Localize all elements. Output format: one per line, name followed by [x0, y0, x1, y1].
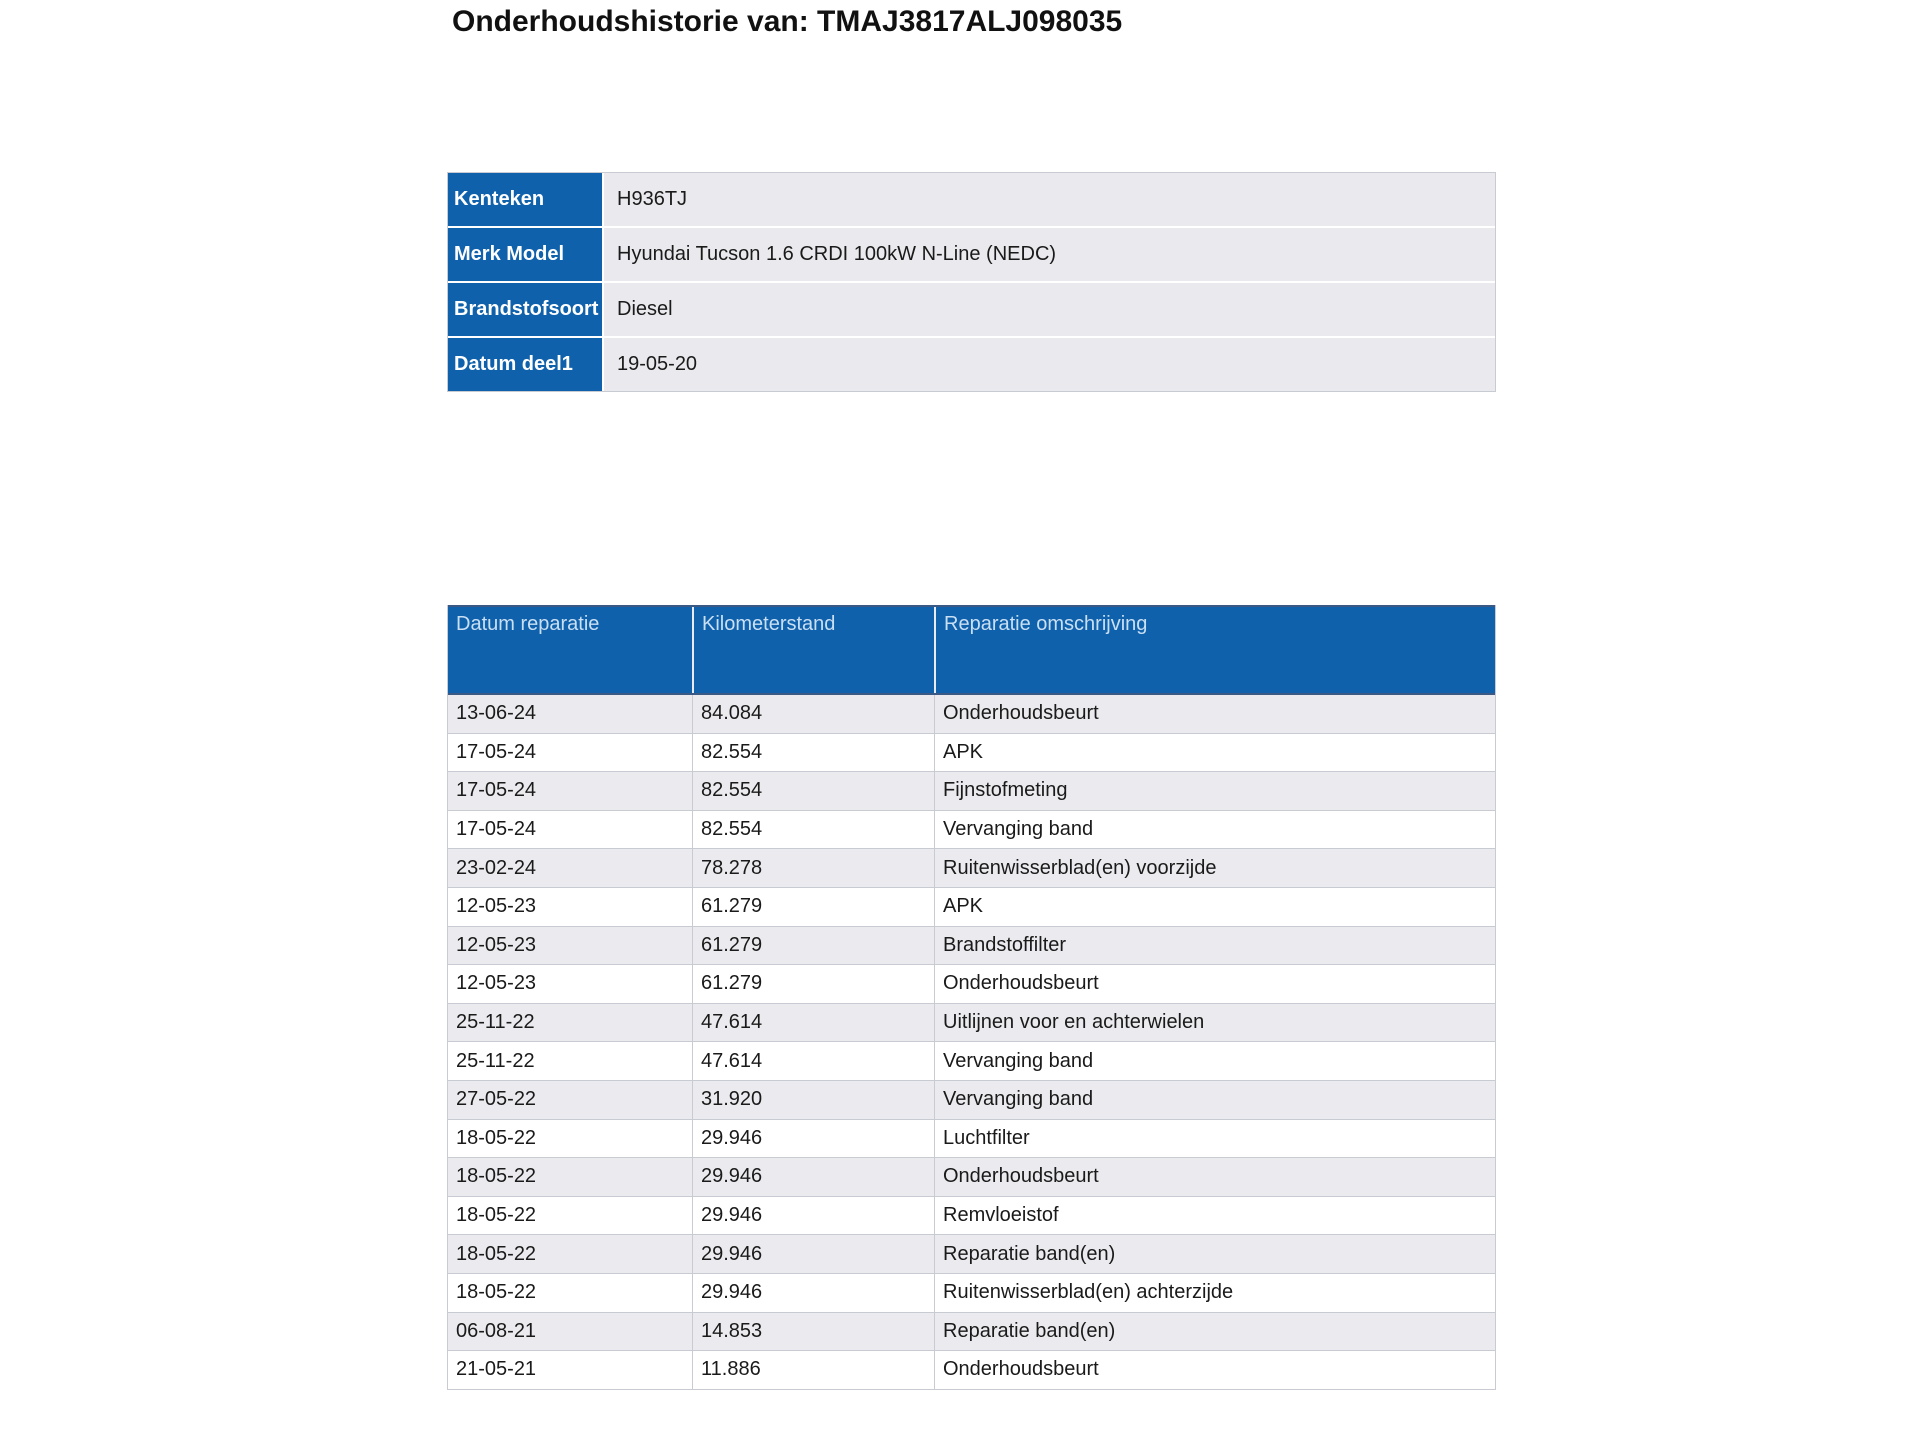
info-row-value: Hyundai Tucson 1.6 CRDI 100kW N-Line (NEDC)	[602, 228, 1495, 281]
table-row	[448, 1235, 1495, 1274]
cell-repair-date: 18-05-22	[456, 1126, 537, 1149]
cell-repair-description: Remvloeistof	[934, 1197, 1495, 1235]
cell-repair-date: 17-05-24	[456, 740, 537, 763]
cell-repair-date: 17-05-24	[456, 779, 537, 802]
table-row	[448, 226, 1495, 281]
cell-repair-date: 13-06-24	[456, 702, 537, 725]
table-row	[448, 1120, 1495, 1159]
cell-odometer: 47.614	[692, 1042, 934, 1080]
cell-odometer: 82.554	[692, 772, 934, 810]
cell-repair-date: 12-05-23	[456, 972, 537, 995]
cell-odometer: 29.946	[692, 1158, 934, 1196]
column-header-reparatie-omschrijving: Reparatie omschrijving	[934, 607, 1495, 693]
table-row	[448, 811, 1495, 850]
cell-odometer: 82.554	[692, 811, 934, 849]
table-row	[448, 1351, 1495, 1390]
maintenance-table	[447, 605, 1496, 1390]
cell-repair-date: 17-05-24	[456, 818, 537, 841]
cell-repair-date: 18-05-22	[456, 1281, 537, 1304]
cell-odometer: 31.920	[692, 1081, 934, 1119]
cell-odometer: 14.853	[692, 1313, 934, 1351]
maintenance-table-header	[448, 605, 1495, 695]
table-row	[448, 849, 1495, 888]
table-row	[448, 965, 1495, 1004]
table-row	[448, 1313, 1495, 1352]
cell-repair-description: Vervanging band	[934, 811, 1495, 849]
cell-repair-description: Luchtfilter	[934, 1120, 1495, 1158]
cell-odometer: 29.946	[692, 1197, 934, 1235]
info-row-label: Kenteken	[448, 173, 602, 226]
column-header-kilometerstand: Kilometerstand	[692, 607, 934, 693]
maintenance-table-body	[448, 695, 1495, 1390]
info-row-label: Brandstofsoort	[448, 283, 602, 336]
column-header-datum-reparatie: Datum reparatie	[456, 613, 600, 635]
table-row	[448, 772, 1495, 811]
cell-repair-description: Onderhoudsbeurt	[934, 1158, 1495, 1196]
cell-odometer: 82.554	[692, 734, 934, 772]
cell-repair-date: 23-02-24	[456, 856, 537, 879]
cell-repair-date: 25-11-22	[456, 1011, 535, 1034]
cell-repair-date: 21-05-21	[456, 1358, 537, 1381]
table-row	[448, 695, 1495, 734]
cell-repair-description: Uitlijnen voor en achterwielen	[934, 1004, 1495, 1042]
cell-odometer: 61.279	[692, 927, 934, 965]
cell-repair-description: APK	[934, 734, 1495, 772]
cell-repair-description: Brandstoffilter	[934, 927, 1495, 965]
cell-repair-description: Vervanging band	[934, 1081, 1495, 1119]
cell-odometer: 84.084	[692, 695, 934, 733]
info-row-label: Merk Model	[448, 228, 602, 281]
table-row	[448, 173, 1495, 226]
vehicle-info-table	[447, 172, 1496, 392]
cell-repair-description: Ruitenwisserblad(en) voorzijde	[934, 849, 1495, 887]
cell-odometer: 61.279	[692, 888, 934, 926]
table-row	[448, 927, 1495, 966]
cell-repair-date: 18-05-22	[456, 1165, 537, 1188]
table-row	[448, 1042, 1495, 1081]
cell-repair-description: Fijnstofmeting	[934, 772, 1495, 810]
cell-repair-date: 18-05-22	[456, 1204, 537, 1227]
cell-repair-date: 18-05-22	[456, 1242, 537, 1265]
vehicle-info-body	[448, 173, 1495, 391]
cell-odometer: 61.279	[692, 965, 934, 1003]
info-row-value: H936TJ	[602, 173, 1495, 226]
table-row	[448, 1004, 1495, 1043]
info-row-label: Datum deel1	[448, 338, 602, 391]
info-row-value: Diesel	[602, 283, 1495, 336]
table-row	[448, 336, 1495, 391]
cell-repair-description: Onderhoudsbeurt	[934, 1351, 1495, 1389]
table-row	[448, 734, 1495, 773]
page-title: Onderhoudshistorie van: TMAJ3817ALJ098035	[452, 5, 1123, 38]
cell-odometer: 47.614	[692, 1004, 934, 1042]
cell-repair-date: 25-11-22	[456, 1049, 535, 1072]
cell-odometer: 29.946	[692, 1274, 934, 1312]
table-row	[448, 1197, 1495, 1236]
cell-odometer: 29.946	[692, 1120, 934, 1158]
table-row	[448, 1158, 1495, 1197]
cell-repair-description: Ruitenwisserblad(en) achterzijde	[934, 1274, 1495, 1312]
cell-repair-date: 12-05-23	[456, 895, 537, 918]
cell-repair-description: Vervanging band	[934, 1042, 1495, 1080]
table-row	[448, 1274, 1495, 1313]
cell-odometer: 78.278	[692, 849, 934, 887]
cell-repair-description: Onderhoudsbeurt	[934, 965, 1495, 1003]
cell-repair-date: 06-08-21	[456, 1319, 537, 1342]
cell-repair-description: Reparatie band(en)	[934, 1235, 1495, 1273]
cell-repair-date: 12-05-23	[456, 933, 537, 956]
cell-repair-description: APK	[934, 888, 1495, 926]
info-row-value: 19-05-20	[602, 338, 1495, 391]
cell-repair-date: 27-05-22	[456, 1088, 537, 1111]
table-row	[448, 1081, 1495, 1120]
cell-odometer: 29.946	[692, 1235, 934, 1273]
table-row	[448, 281, 1495, 336]
cell-repair-description: Onderhoudsbeurt	[934, 695, 1495, 733]
cell-odometer: 11.886	[692, 1351, 934, 1389]
cell-repair-description: Reparatie band(en)	[934, 1313, 1495, 1351]
table-row	[448, 888, 1495, 927]
